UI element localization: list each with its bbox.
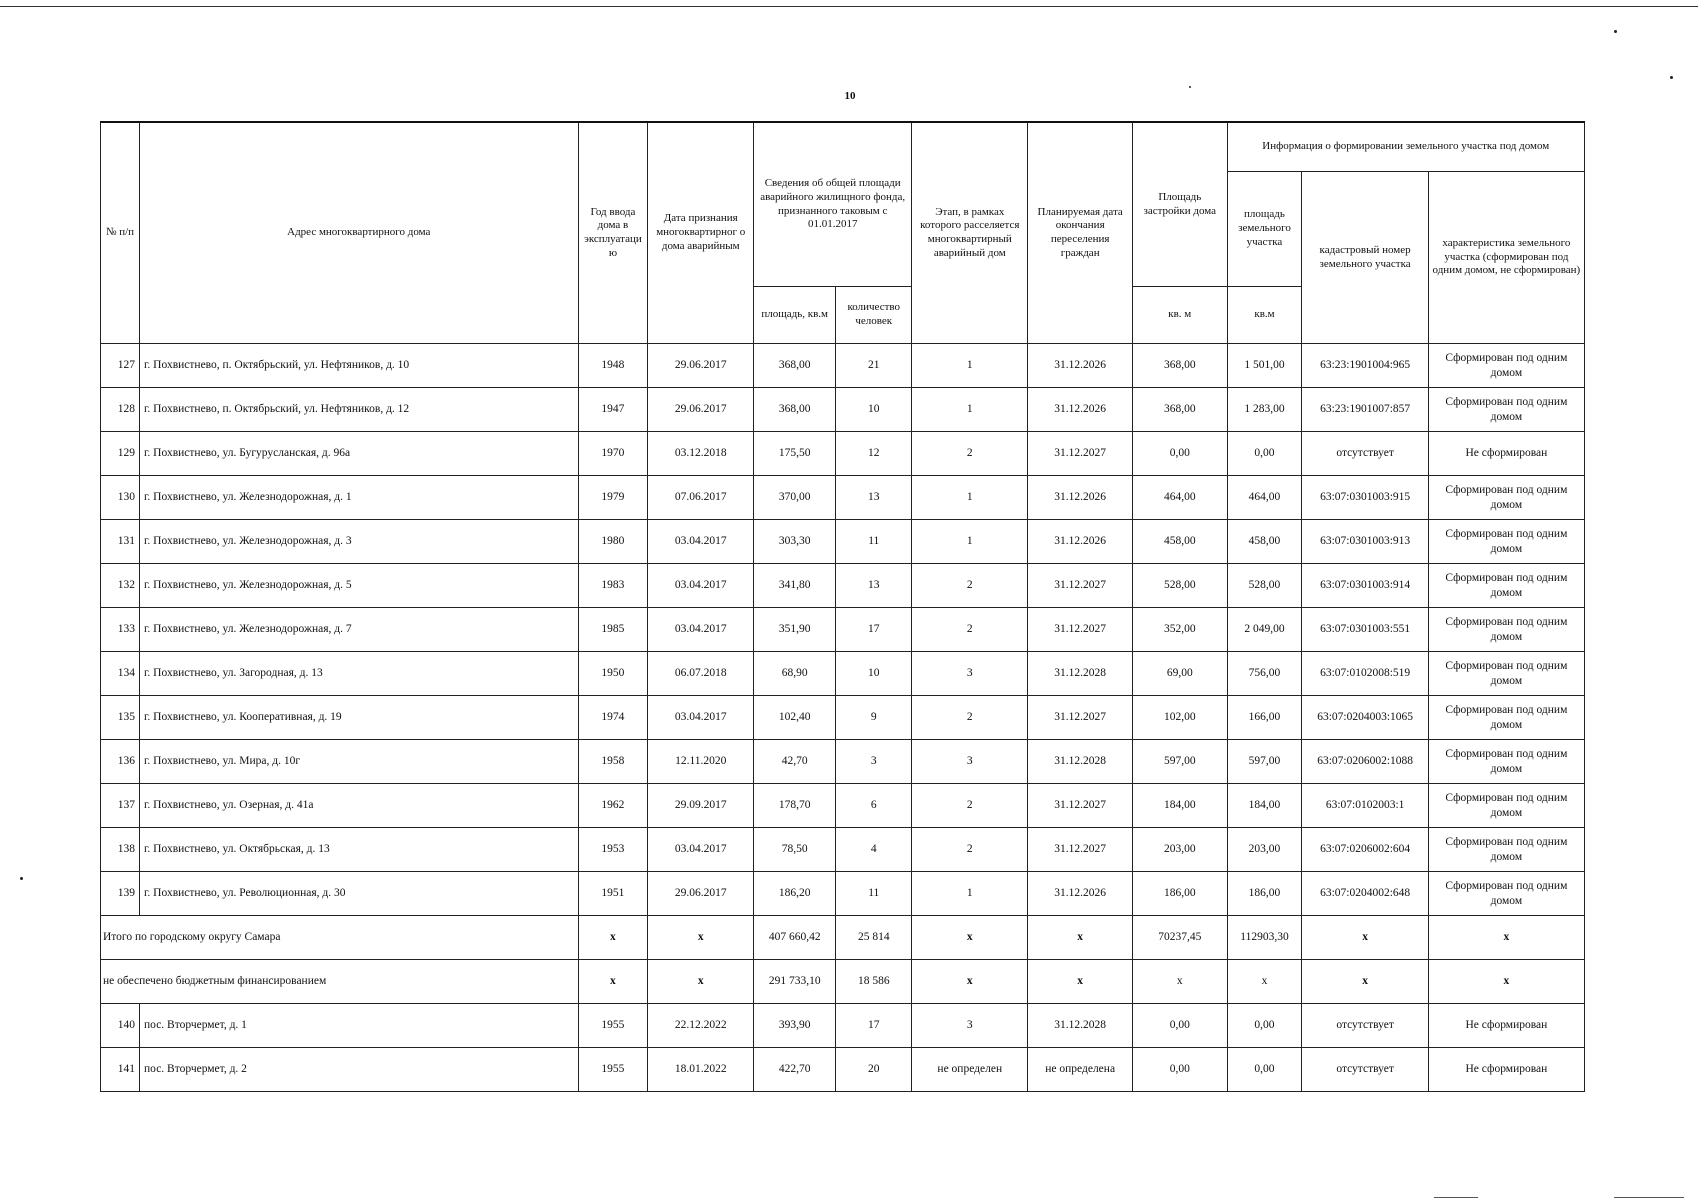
row-recognition-date: 12.11.2020 (648, 740, 754, 784)
row-number: 130 (101, 476, 140, 520)
row-cadastral: 63:07:0204002:648 (1302, 872, 1428, 916)
row-land-area: 458,00 (1227, 520, 1302, 564)
table-row (101, 652, 1585, 696)
row-land-area: 597,00 (1227, 740, 1302, 784)
row-characteristic: Сформирован под одним домом (1428, 652, 1584, 696)
row-address: г. Похвистнево, ул. Революционная, д. 30 (140, 872, 579, 916)
totals-building-area: 70237,45 (1133, 916, 1227, 960)
row-area: 186,20 (754, 872, 836, 916)
row-year: 1970 (578, 432, 648, 476)
header-stage: Этап, в рамках которого расселяется многоквартирный аварийный дом (912, 122, 1028, 344)
row-people: 17 (836, 1004, 912, 1048)
scan-speck (1670, 76, 1673, 79)
row-building-area: 69,00 (1133, 652, 1227, 696)
row-area: 175,50 (754, 432, 836, 476)
row-area: 422,70 (754, 1048, 836, 1092)
row-building-area: 464,00 (1133, 476, 1227, 520)
row-address: г. Похвистнево, п. Октябрьский, ул. Нефтяников, д. 12 (140, 388, 579, 432)
row-land-area: 464,00 (1227, 476, 1302, 520)
row-building-area: 203,00 (1133, 828, 1227, 872)
row-recognition-date: 29.09.2017 (648, 784, 754, 828)
row-planned-date: 31.12.2027 (1028, 696, 1133, 740)
header-land-area: площадь земельного участка (1227, 172, 1302, 287)
table-row (101, 872, 1585, 916)
row-area: 393,90 (754, 1004, 836, 1048)
row-number: 140 (101, 1004, 140, 1048)
row-building-area: 0,00 (1133, 1004, 1227, 1048)
row-people: 13 (836, 564, 912, 608)
row-people: 11 (836, 520, 912, 564)
row-people: 21 (836, 344, 912, 388)
row-stage: 1 (912, 344, 1028, 388)
row-number: 133 (101, 608, 140, 652)
totals-stage: x (912, 960, 1028, 1004)
header-characteristic: характеристика земельного участка (сформирован под одним домом, не сформирован) (1428, 172, 1584, 344)
header-year: Год ввода дома в эксплуатаци ю (578, 122, 648, 344)
row-characteristic: Сформирован под одним домом (1428, 740, 1584, 784)
row-recognition-date: 29.06.2017 (648, 872, 754, 916)
row-characteristic: Сформирован под одним домом (1428, 344, 1584, 388)
row-address: г. Похвистнево, ул. Железнодорожная, д. 5 (140, 564, 579, 608)
row-number: 132 (101, 564, 140, 608)
row-planned-date: 31.12.2026 (1028, 520, 1133, 564)
row-year: 1958 (578, 740, 648, 784)
row-planned-date: 31.12.2027 (1028, 564, 1133, 608)
row-land-area: 528,00 (1227, 564, 1302, 608)
row-number: 127 (101, 344, 140, 388)
row-cadastral: 63:23:1901007:857 (1302, 388, 1428, 432)
row-stage: 3 (912, 740, 1028, 784)
row-planned-date: 31.12.2027 (1028, 828, 1133, 872)
header-address: Адрес многоквартирного дома (140, 122, 579, 344)
row-number: 137 (101, 784, 140, 828)
row-characteristic: Не сформирован (1428, 432, 1584, 476)
row-number: 136 (101, 740, 140, 784)
row-cadastral: отсутствует (1302, 432, 1428, 476)
header-land-area-unit: кв.м (1227, 287, 1302, 344)
row-year: 1974 (578, 696, 648, 740)
row-cadastral: 63:23:1901004:965 (1302, 344, 1428, 388)
row-characteristic: Сформирован под одним домом (1428, 564, 1584, 608)
totals-cadastral: x (1302, 916, 1428, 960)
row-people: 10 (836, 388, 912, 432)
row-cadastral: 63:07:0204003:1065 (1302, 696, 1428, 740)
table-row (101, 608, 1585, 652)
row-number: 134 (101, 652, 140, 696)
scan-speck (20, 877, 23, 880)
row-characteristic: Сформирован под одним домом (1428, 476, 1584, 520)
row-cadastral: отсутствует (1302, 1048, 1428, 1092)
row-land-area: 1 501,00 (1227, 344, 1302, 388)
row-number: 131 (101, 520, 140, 564)
row-cadastral: 63:07:0301003:913 (1302, 520, 1428, 564)
row-characteristic: Сформирован под одним домом (1428, 784, 1584, 828)
row-recognition-date: 03.04.2017 (648, 564, 754, 608)
row-land-area: 1 283,00 (1227, 388, 1302, 432)
table-row (101, 344, 1585, 388)
totals-people: 18 586 (836, 960, 912, 1004)
housing-registry-table (100, 121, 1585, 1092)
row-recognition-date: 03.04.2017 (648, 828, 754, 872)
totals-label: не обеспечено бюджетным финансированием (101, 960, 579, 1004)
row-people: 11 (836, 872, 912, 916)
row-building-area: 597,00 (1133, 740, 1227, 784)
row-address: г. Похвистнево, п. Октябрьский, ул. Нефтяников, д. 10 (140, 344, 579, 388)
row-year: 1985 (578, 608, 648, 652)
row-characteristic: Сформирован под одним домом (1428, 828, 1584, 872)
row-address: г. Похвистнево, ул. Кооперативная, д. 19 (140, 696, 579, 740)
row-area: 351,90 (754, 608, 836, 652)
row-address: г. Похвистнево, ул. Загородная, д. 13 (140, 652, 579, 696)
row-planned-date: 31.12.2026 (1028, 872, 1133, 916)
row-recognition-date: 07.06.2017 (648, 476, 754, 520)
row-number: 139 (101, 872, 140, 916)
row-planned-date: 31.12.2028 (1028, 652, 1133, 696)
table-row (101, 1004, 1585, 1048)
totals-row (101, 916, 1585, 960)
row-area: 178,70 (754, 784, 836, 828)
row-recognition-date: 22.12.2022 (648, 1004, 754, 1048)
totals-year: x (578, 916, 648, 960)
row-year: 1979 (578, 476, 648, 520)
row-area: 368,00 (754, 388, 836, 432)
table-row (101, 696, 1585, 740)
row-building-area: 184,00 (1133, 784, 1227, 828)
totals-date: x (648, 960, 754, 1004)
row-number: 129 (101, 432, 140, 476)
row-year: 1947 (578, 388, 648, 432)
row-planned-date: 31.12.2026 (1028, 388, 1133, 432)
row-characteristic: Сформирован под одним домом (1428, 520, 1584, 564)
table-row (101, 784, 1585, 828)
row-area: 303,30 (754, 520, 836, 564)
row-planned-date: не определена (1028, 1048, 1133, 1092)
row-planned-date: 31.12.2026 (1028, 344, 1133, 388)
table-row (101, 520, 1585, 564)
row-year: 1953 (578, 828, 648, 872)
row-stage: 3 (912, 1004, 1028, 1048)
row-cadastral: 63:07:0206002:1088 (1302, 740, 1428, 784)
row-recognition-date: 03.04.2017 (648, 696, 754, 740)
row-building-area: 0,00 (1133, 432, 1227, 476)
row-year: 1955 (578, 1004, 648, 1048)
header-no: № п/п (101, 122, 140, 344)
row-year: 1950 (578, 652, 648, 696)
header-building-area-unit: кв. м (1133, 287, 1227, 344)
row-people: 10 (836, 652, 912, 696)
totals-cadastral: x (1302, 960, 1428, 1004)
table-row (101, 828, 1585, 872)
totals-row (101, 960, 1585, 1004)
row-people: 20 (836, 1048, 912, 1092)
header-planned-date: Планируемая дата окончания переселения граждан (1028, 122, 1133, 344)
row-address: г. Похвистнево, ул. Мира, д. 10г (140, 740, 579, 784)
row-address: г. Похвистнево, ул. Октябрьская, д. 13 (140, 828, 579, 872)
totals-date: x (648, 916, 754, 960)
row-building-area: 186,00 (1133, 872, 1227, 916)
row-area: 341,80 (754, 564, 836, 608)
totals-characteristic: x (1428, 960, 1584, 1004)
totals-building-area: x (1133, 960, 1227, 1004)
header-recognition-date: Дата признания многоквартирног о дома аварийным (648, 122, 754, 344)
row-building-area: 352,00 (1133, 608, 1227, 652)
row-land-area: 0,00 (1227, 432, 1302, 476)
header-people: количество человек (836, 287, 912, 344)
table-row (101, 564, 1585, 608)
row-people: 12 (836, 432, 912, 476)
row-recognition-date: 18.01.2022 (648, 1048, 754, 1092)
row-characteristic: Не сформирован (1428, 1004, 1584, 1048)
row-building-area: 368,00 (1133, 388, 1227, 432)
row-stage: 2 (912, 828, 1028, 872)
row-land-area: 186,00 (1227, 872, 1302, 916)
row-address: г. Похвистнево, ул. Железнодорожная, д. 3 (140, 520, 579, 564)
row-land-area: 2 049,00 (1227, 608, 1302, 652)
row-cadastral: отсутствует (1302, 1004, 1428, 1048)
table-row (101, 388, 1585, 432)
totals-area: 291 733,10 (754, 960, 836, 1004)
row-building-area: 458,00 (1133, 520, 1227, 564)
header-land-group: Информация о формировании земельного участка под домом (1227, 122, 1585, 172)
row-cadastral: 63:07:0102008:519 (1302, 652, 1428, 696)
row-characteristic: Сформирован под одним домом (1428, 388, 1584, 432)
row-recognition-date: 29.06.2017 (648, 388, 754, 432)
row-year: 1948 (578, 344, 648, 388)
totals-area: 407 660,42 (754, 916, 836, 960)
row-address: г. Похвистнево, ул. Бугурусланская, д. 96а (140, 432, 579, 476)
row-stage: 2 (912, 432, 1028, 476)
totals-planned: x (1028, 960, 1133, 1004)
row-number: 141 (101, 1048, 140, 1092)
row-stage: 2 (912, 608, 1028, 652)
row-land-area: 166,00 (1227, 696, 1302, 740)
row-people: 4 (836, 828, 912, 872)
row-year: 1980 (578, 520, 648, 564)
row-year: 1955 (578, 1048, 648, 1092)
row-planned-date: 31.12.2028 (1028, 740, 1133, 784)
totals-stage: x (912, 916, 1028, 960)
row-cadastral: 63:07:0206002:604 (1302, 828, 1428, 872)
row-stage: 1 (912, 872, 1028, 916)
table-row (101, 740, 1585, 784)
row-year: 1983 (578, 564, 648, 608)
row-number: 128 (101, 388, 140, 432)
row-recognition-date: 29.06.2017 (648, 344, 754, 388)
row-building-area: 528,00 (1133, 564, 1227, 608)
top-rule (0, 6, 1698, 7)
totals-land-area: x (1227, 960, 1302, 1004)
scan-speck (1614, 30, 1617, 33)
table-row (101, 432, 1585, 476)
row-stage: 1 (912, 388, 1028, 432)
row-area: 42,70 (754, 740, 836, 784)
totals-land-area: 112903,30 (1227, 916, 1302, 960)
header-fund-info: Сведения об общей площади аварийного жилищного фонда, признанного таковым с 01.01.2017 (754, 122, 912, 287)
bottom-dash (1434, 1197, 1478, 1198)
row-area: 370,00 (754, 476, 836, 520)
row-recognition-date: 03.04.2017 (648, 520, 754, 564)
row-planned-date: 31.12.2027 (1028, 608, 1133, 652)
row-number: 138 (101, 828, 140, 872)
header-building-area: Площадь застройки дома (1133, 122, 1227, 287)
header-area: площадь, кв.м (754, 287, 836, 344)
row-building-area: 0,00 (1133, 1048, 1227, 1092)
row-address: г. Похвистнево, ул. Озерная, д. 41а (140, 784, 579, 828)
row-land-area: 184,00 (1227, 784, 1302, 828)
row-stage: 3 (912, 652, 1028, 696)
row-characteristic: Сформирован под одним домом (1428, 608, 1584, 652)
row-characteristic: Сформирован под одним домом (1428, 872, 1584, 916)
row-address: г. Похвистнево, ул. Железнодорожная, д. 7 (140, 608, 579, 652)
totals-year: x (578, 960, 648, 1004)
row-recognition-date: 06.07.2018 (648, 652, 754, 696)
row-address: г. Похвистнево, ул. Железнодорожная, д. 1 (140, 476, 579, 520)
totals-planned: x (1028, 916, 1133, 960)
row-area: 68,90 (754, 652, 836, 696)
scan-speck (1189, 86, 1191, 88)
row-land-area: 0,00 (1227, 1048, 1302, 1092)
row-recognition-date: 03.04.2017 (648, 608, 754, 652)
row-stage: 1 (912, 520, 1028, 564)
row-people: 6 (836, 784, 912, 828)
row-area: 102,40 (754, 696, 836, 740)
row-address: пос. Вторчермет, д. 1 (140, 1004, 579, 1048)
row-land-area: 0,00 (1227, 1004, 1302, 1048)
row-year: 1951 (578, 872, 648, 916)
row-stage: 2 (912, 564, 1028, 608)
row-stage: 2 (912, 784, 1028, 828)
row-people: 17 (836, 608, 912, 652)
table-row (101, 476, 1585, 520)
page-number: 10 (844, 90, 856, 102)
totals-label: Итого по городскому округу Самара (101, 916, 579, 960)
row-cadastral: 63:07:0301003:551 (1302, 608, 1428, 652)
row-stage: 2 (912, 696, 1028, 740)
row-area: 368,00 (754, 344, 836, 388)
table-row (101, 1048, 1585, 1092)
header-cadastral: кадастровый номер земельного участка (1302, 172, 1428, 344)
row-characteristic: Сформирован под одним домом (1428, 696, 1584, 740)
row-planned-date: 31.12.2026 (1028, 476, 1133, 520)
row-land-area: 203,00 (1227, 828, 1302, 872)
row-address: пос. Вторчермет, д. 2 (140, 1048, 579, 1092)
row-stage: не определен (912, 1048, 1028, 1092)
row-people: 9 (836, 696, 912, 740)
row-year: 1962 (578, 784, 648, 828)
row-cadastral: 63:07:0102003:1 (1302, 784, 1428, 828)
row-land-area: 756,00 (1227, 652, 1302, 696)
row-cadastral: 63:07:0301003:914 (1302, 564, 1428, 608)
row-cadastral: 63:07:0301003:915 (1302, 476, 1428, 520)
totals-characteristic: x (1428, 916, 1584, 960)
row-planned-date: 31.12.2027 (1028, 432, 1133, 476)
row-area: 78,50 (754, 828, 836, 872)
row-people: 3 (836, 740, 912, 784)
row-building-area: 368,00 (1133, 344, 1227, 388)
row-planned-date: 31.12.2028 (1028, 1004, 1133, 1048)
row-stage: 1 (912, 476, 1028, 520)
row-number: 135 (101, 696, 140, 740)
row-building-area: 102,00 (1133, 696, 1227, 740)
row-planned-date: 31.12.2027 (1028, 784, 1133, 828)
bottom-dash (1614, 1197, 1684, 1198)
row-people: 13 (836, 476, 912, 520)
row-characteristic: Не сформирован (1428, 1048, 1584, 1092)
totals-people: 25 814 (836, 916, 912, 960)
row-recognition-date: 03.12.2018 (648, 432, 754, 476)
table-body (101, 344, 1585, 1092)
